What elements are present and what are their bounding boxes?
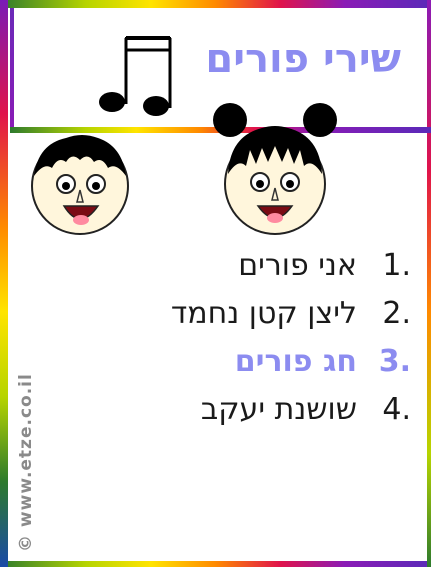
page-title: שירי פורים bbox=[205, 36, 401, 82]
song-number: 1. bbox=[382, 248, 411, 283]
header-border-left bbox=[10, 8, 14, 132]
song-number: 3. bbox=[378, 344, 411, 379]
song-list bbox=[171, 248, 411, 440]
rainbow-border-top bbox=[0, 0, 431, 8]
boy-face-icon bbox=[24, 122, 136, 238]
rainbow-border-bottom bbox=[0, 561, 431, 567]
song-title: חג פורים bbox=[234, 344, 357, 379]
music-note-icon bbox=[96, 34, 176, 120]
rainbow-border-left bbox=[0, 0, 8, 567]
song-title: שושנת יעקב bbox=[200, 392, 357, 427]
song-title: אני פורים bbox=[238, 248, 357, 283]
song-number: 2. bbox=[382, 296, 411, 331]
copyright-link[interactable]: © www.etze.co.il bbox=[16, 373, 36, 552]
song-item-3[interactable] bbox=[171, 344, 411, 392]
girl-face-icon bbox=[212, 98, 338, 238]
song-number: 4. bbox=[382, 392, 411, 427]
song-item-2[interactable] bbox=[171, 296, 411, 344]
song-title: ליצן קטן נחמד bbox=[170, 296, 357, 331]
rainbow-border-right bbox=[427, 0, 431, 567]
song-item-4[interactable] bbox=[171, 392, 411, 440]
song-item-1[interactable] bbox=[171, 248, 411, 296]
